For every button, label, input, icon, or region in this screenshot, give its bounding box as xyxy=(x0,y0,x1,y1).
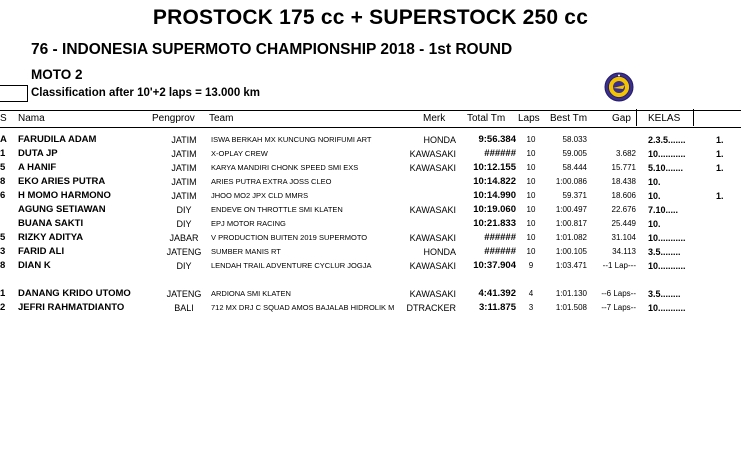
laps: 10 xyxy=(526,149,536,158)
laps: 3 xyxy=(528,303,534,312)
total-time: 10:21.833 xyxy=(473,218,516,229)
table-row xyxy=(0,161,741,175)
rider-name: RIZKY ADITYA xyxy=(18,232,84,243)
gap: --1 Lap--- xyxy=(602,261,636,270)
best-time: 1:00.817 xyxy=(555,219,587,228)
team: ARDIONA SMI KLATEN xyxy=(211,289,291,298)
merk: KAWASAKI xyxy=(409,233,456,243)
team: KARYA MANDIRI CHONK SPEED SMI EXS xyxy=(211,163,359,172)
pengprov: JATIM xyxy=(171,149,197,159)
rider-name: DANANG KRIDO UTOMO xyxy=(18,288,131,299)
rider-name: DUTA JP xyxy=(18,148,58,159)
kelas: 10........... xyxy=(648,233,686,243)
best-time: 58.444 xyxy=(562,163,587,172)
team: X-OPLAY CREW xyxy=(211,149,268,158)
laps: 10 xyxy=(526,191,536,200)
best-time: 1:00.086 xyxy=(555,177,587,186)
best-time: 59.371 xyxy=(562,191,587,200)
team: SUMBER MANIS RT xyxy=(211,247,281,256)
gap: 18.438 xyxy=(611,177,636,186)
team: JHOO MO2 JPX CLD MMRS xyxy=(211,191,309,200)
gap: 31.104 xyxy=(611,233,636,242)
laps: 9 xyxy=(528,261,534,270)
total-time: 4:41.392 xyxy=(478,288,516,299)
rider-name: EKO ARIES PUTRA xyxy=(18,176,106,187)
position: 8 xyxy=(0,176,6,187)
laps: 4 xyxy=(528,289,534,298)
pengprov: DIY xyxy=(176,205,192,215)
table-row xyxy=(0,231,741,245)
best-time: 1:01.130 xyxy=(555,289,587,298)
merk: KAWASAKI xyxy=(409,163,456,173)
gap: 34.113 xyxy=(612,247,636,256)
position: A xyxy=(0,134,7,145)
pengprov: JATIM xyxy=(171,135,197,145)
merk: KAWASAKI xyxy=(409,261,456,271)
rider-name: FARID ALI xyxy=(18,246,65,257)
rider-name: JEFRI RAHMATDIANTO xyxy=(18,302,125,313)
kelas: 2.3.5....... xyxy=(648,135,686,145)
rider-name: H MOMO HARMONO xyxy=(18,190,111,201)
header-pengprov: Pengprov xyxy=(152,113,195,124)
team: LENDAH TRAIL ADVENTURE CYCLUR JOGJA xyxy=(211,261,372,270)
laps: 10 xyxy=(526,135,536,144)
classification-text: Classification after 10'+2 laps = 13.000 km xyxy=(31,87,261,99)
pengprov: JATIM xyxy=(171,163,197,173)
kelas: 10........... xyxy=(648,149,686,159)
rider-name: DIAN K xyxy=(18,260,51,271)
table-row xyxy=(0,301,741,315)
header-team: Team xyxy=(209,113,234,124)
best-time: 1:01.508 xyxy=(555,303,587,312)
table-row xyxy=(0,287,741,301)
pengprov: DIY xyxy=(176,219,192,229)
team: 712 MX DRJ C SQUAD AMOS BAJALAB HIDROLIK M xyxy=(211,303,395,312)
total-time: 3:11.875 xyxy=(479,302,516,313)
rider-name: BUANA SAKTI xyxy=(18,218,84,229)
kelas: 7.10..... xyxy=(648,205,679,215)
table-row xyxy=(0,189,741,203)
header-nama: Nama xyxy=(18,113,45,124)
table-row xyxy=(0,203,741,217)
pengprov: BALI xyxy=(174,303,194,313)
total-time: ###### xyxy=(484,246,516,257)
extra-mark: 1. xyxy=(716,191,724,201)
table-row xyxy=(0,175,741,189)
table-row xyxy=(0,217,741,231)
laps: 10 xyxy=(526,205,536,214)
gap: 22.676 xyxy=(611,205,636,214)
pengprov: JATIM xyxy=(171,191,197,201)
kelas: 10........... xyxy=(648,261,686,271)
header-top-rule xyxy=(0,110,741,111)
merk: HONDA xyxy=(423,135,456,145)
position: 8 xyxy=(0,260,6,271)
kelas: 10........... xyxy=(648,303,686,313)
total-time: 10:14.990 xyxy=(473,190,516,201)
laps: 10 xyxy=(526,219,536,228)
merk: HONDA xyxy=(423,247,456,257)
kelas: 3.5........ xyxy=(648,289,681,299)
total-time: 10:37.904 xyxy=(473,260,516,271)
position: 1 xyxy=(0,148,6,159)
table-row xyxy=(0,259,741,273)
header-best: Best Tm xyxy=(550,113,588,124)
header-kelas: KELAS xyxy=(648,113,681,124)
team: EPJ MOTOR RACING xyxy=(211,219,286,228)
total-time: 9:56.384 xyxy=(478,134,516,145)
championship-subtitle: 76 - INDONESIA SUPERMOTO CHAMPIONSHIP 2018 - 1st ROUND xyxy=(31,41,513,58)
position: 5 xyxy=(0,232,6,243)
rider-name: FARUDILA ADAM xyxy=(18,134,97,145)
rider-name: AGUNG SETIAWAN xyxy=(18,204,106,215)
laps: 10 xyxy=(526,177,536,186)
header-s: S xyxy=(0,113,7,124)
gap: 18.606 xyxy=(611,191,636,200)
team: V PRODUCTION BUITEN 2019 SUPERMOTO xyxy=(211,233,368,242)
laps: 10 xyxy=(526,163,536,172)
classification-box xyxy=(0,85,28,102)
position: 5 xyxy=(0,162,6,173)
federation-logo xyxy=(604,72,634,102)
laps: 10 xyxy=(526,233,536,242)
team: ENDEVE ON THROTTLE SMI KLATEN xyxy=(211,205,343,214)
team: ISWA BERKAH MX KUNCUNG NORIFUMI ART xyxy=(211,135,372,144)
team: ARIES PUTRA EXTRA JOSS CLEO xyxy=(211,177,332,186)
kelas: 10. xyxy=(648,177,661,187)
gap: --6 Laps-- xyxy=(601,289,636,298)
gap: 25.449 xyxy=(611,219,636,228)
total-time: 10:14.822 xyxy=(473,176,516,187)
table-row xyxy=(0,133,741,147)
pengprov: JATENG xyxy=(166,247,202,257)
best-time: 1:03.471 xyxy=(555,261,587,270)
header-laps: Laps xyxy=(518,113,540,124)
table-row xyxy=(0,147,741,161)
best-time: 1:00.105 xyxy=(555,247,587,256)
position: 2 xyxy=(0,302,6,313)
position: 3 xyxy=(0,246,6,257)
pengprov: JATIM xyxy=(171,177,197,187)
merk: KAWASAKI xyxy=(409,205,456,215)
best-time: 59.005 xyxy=(562,149,587,158)
best-time: 58.033 xyxy=(562,135,587,144)
laps: 10 xyxy=(526,247,536,256)
kelas: 10. xyxy=(648,219,661,229)
pengprov: DIY xyxy=(176,261,192,271)
header-merk: Merk xyxy=(423,113,446,124)
kelas: 10. xyxy=(648,191,661,201)
extra-mark: 1. xyxy=(716,149,724,159)
kelas: 3.5........ xyxy=(648,247,681,257)
gap: 15.771 xyxy=(611,163,636,172)
merk: KAWASAKI xyxy=(409,149,456,159)
total-time: ###### xyxy=(484,148,516,159)
header-total: Total Tm xyxy=(467,113,506,124)
best-time: 1:00.497 xyxy=(555,205,587,214)
rider-name: A HANIF xyxy=(18,162,57,173)
pengprov: JABAR xyxy=(169,233,199,243)
merk: KAWASAKI xyxy=(409,289,456,299)
gap: 3.682 xyxy=(615,149,636,158)
position: 1 xyxy=(0,288,6,299)
page-title: PROSTOCK 175 cc + SUPERSTOCK 250 cc xyxy=(152,6,589,29)
total-time: ###### xyxy=(484,232,516,243)
gap: --7 Laps-- xyxy=(601,303,636,312)
header-bottom-rule xyxy=(0,127,741,128)
total-time: 10:12.155 xyxy=(473,162,516,173)
best-time: 1:01.082 xyxy=(555,233,587,242)
table-row xyxy=(0,245,741,259)
pengprov: JATENG xyxy=(166,289,202,299)
extra-mark: 1. xyxy=(716,163,724,173)
extra-mark: 1. xyxy=(716,135,724,145)
header-gap: Gap xyxy=(612,113,631,124)
merk: DTRACKER xyxy=(406,303,456,313)
total-time: 10:19.060 xyxy=(473,204,516,215)
session-label: MOTO 2 xyxy=(31,67,83,82)
kelas: 5.10....... xyxy=(648,163,684,173)
position: 6 xyxy=(0,190,6,201)
